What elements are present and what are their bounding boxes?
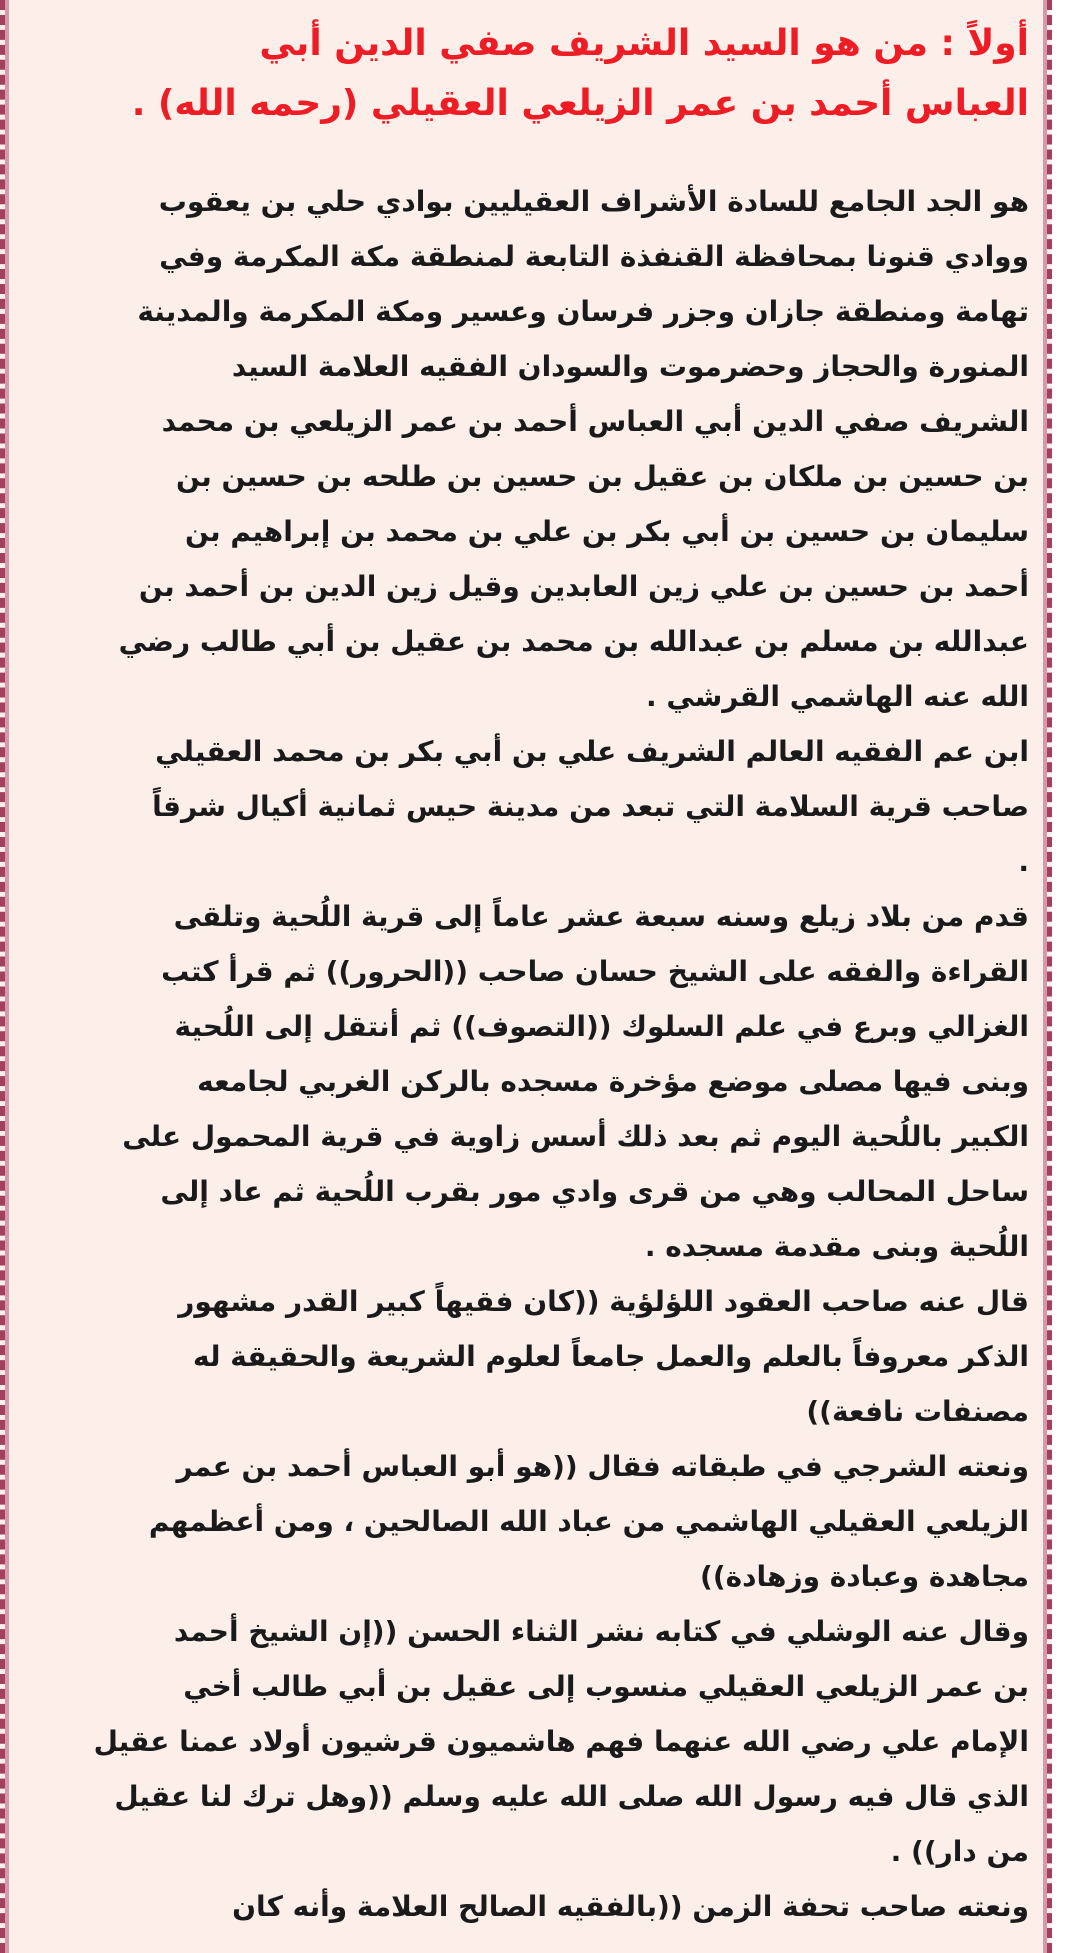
section-heading — [17, 14, 1029, 134]
body-line: الله عنه الهاشمي القرشي . — [646, 680, 1029, 713]
body-line: اللُحية وبنى مقدمة مسجده . — [644, 1230, 1029, 1263]
body-line: مصنفات نافعة)) — [806, 1395, 1029, 1428]
body-line: الكبير باللُحية اليوم ثم بعد ذلك أسس زاوية في قرية المحمول على — [122, 1120, 1029, 1153]
body-line: من دار)) . — [890, 1835, 1029, 1868]
body-line: الذكر معروفاً بالعلم والعمل جامعاً لعلوم الشريعة والحقيقة له — [193, 1340, 1029, 1373]
body-line: الزيلعي العقيلي الهاشمي من عباد الله الصالحين ، ومن أعظمهم — [148, 1505, 1029, 1538]
body-line: عبدالله بن مسلم بن عبدالله بن محمد بن عقيل بن أبي طالب رضي — [118, 625, 1029, 658]
body-line: هو الجد الجامع للسادة الأشراف العقيليين بوادي حلي بن يعقوب — [158, 185, 1029, 218]
body-line: الذي قال فيه رسول الله صلى الله عليه وسلم ((وهل ترك لنا عقيل — [114, 1780, 1029, 1813]
body-line: ونعته الشرجي في طبقاته فقال ((هو أبو العباس أحمد بن عمر — [176, 1450, 1029, 1483]
body-line: ساحل المحالب وهي من قرى وادي مور بقرب اللُحية ثم عاد إلى — [160, 1175, 1029, 1208]
body-line: ابن عم الفقيه العالم الشريف علي بن أبي بكر بن محمد العقيلي — [155, 735, 1029, 768]
body-line: الشريف صفي الدين أبي العباس أحمد بن عمر الزيلعي بن محمد — [161, 405, 1029, 438]
document-content — [17, 14, 1029, 1934]
body-line: مجاهدة وعبادة وزهادة)) — [700, 1560, 1029, 1593]
body-line: أحمد بن حسين بن علي زين العابدين وقيل زين الدين بن أحمد بن — [138, 570, 1029, 603]
body-line: بن حسين بن ملكان بن عقيل بن حسين بن طلحه بن حسين بن — [176, 460, 1029, 493]
body-line: ونعته صاحب تحفة الزمن ((بالفقيه الصالح العلامة وأنه كان — [232, 1890, 1029, 1923]
body-text — [17, 174, 1029, 1934]
body-line: وقال عنه الوشلي في كتابه نشر الثناء الحسن ((إن الشيخ أحمد — [173, 1615, 1029, 1648]
body-line: بن عمر الزيلعي العقيلي منسوب إلى عقيل بن أبي طالب أخي — [183, 1670, 1029, 1703]
body-line: صاحب قرية السلامة التي تبعد من مدينة حيس ثمانية أكيال شرقاً — [152, 790, 1029, 823]
body-line: سليمان بن حسين بن أبي بكر بن علي بن محمد بن إبراهيم بن — [184, 515, 1029, 548]
body-line: تهامة ومنطقة جازان وجزر فرسان وعسير ومكة المكرمة والمدينة — [137, 295, 1029, 328]
heading-line-1: أولاً : من هو السيد الشريف صفي الدين أبي — [259, 23, 1029, 64]
body-line: الغزالي وبرع في علم السلوك ((التصوف)) ثم أنتقل إلى اللُحية — [174, 1010, 1029, 1043]
body-line: . — [1018, 845, 1029, 878]
body-line: وبنى فيها مصلى موضع مؤخرة مسجده بالركن الغربي لجامعه — [197, 1065, 1029, 1098]
body-line: المنورة والحجاز وحضرموت والسودان الفقيه العلامة السيد — [231, 350, 1029, 383]
body-line: الإمام علي رضي الله عنهما فهم هاشميون قرشيون أولاد عمنا عقيل — [93, 1725, 1029, 1758]
body-line: ووادي قنونا بمحافظة القنفذة التابعة لمنطقة مكة المكرمة وفي — [159, 240, 1029, 273]
heading-line-2: العباس أحمد بن عمر الزيلعي العقيلي (رحمه الله) . — [131, 83, 1029, 124]
body-line: القراءة والفقه على الشيخ حسان صاحب ((الحرور)) ثم قرأ كتب — [161, 955, 1029, 988]
body-line: قدم من بلاد زيلع وسنه سبعة عشر عاماً إلى قرية اللُحية وتلقى — [173, 900, 1029, 933]
body-line: قال عنه صاحب العقود اللؤلؤية ((كان فقيهاً كبير القدر مشهور — [178, 1285, 1029, 1318]
